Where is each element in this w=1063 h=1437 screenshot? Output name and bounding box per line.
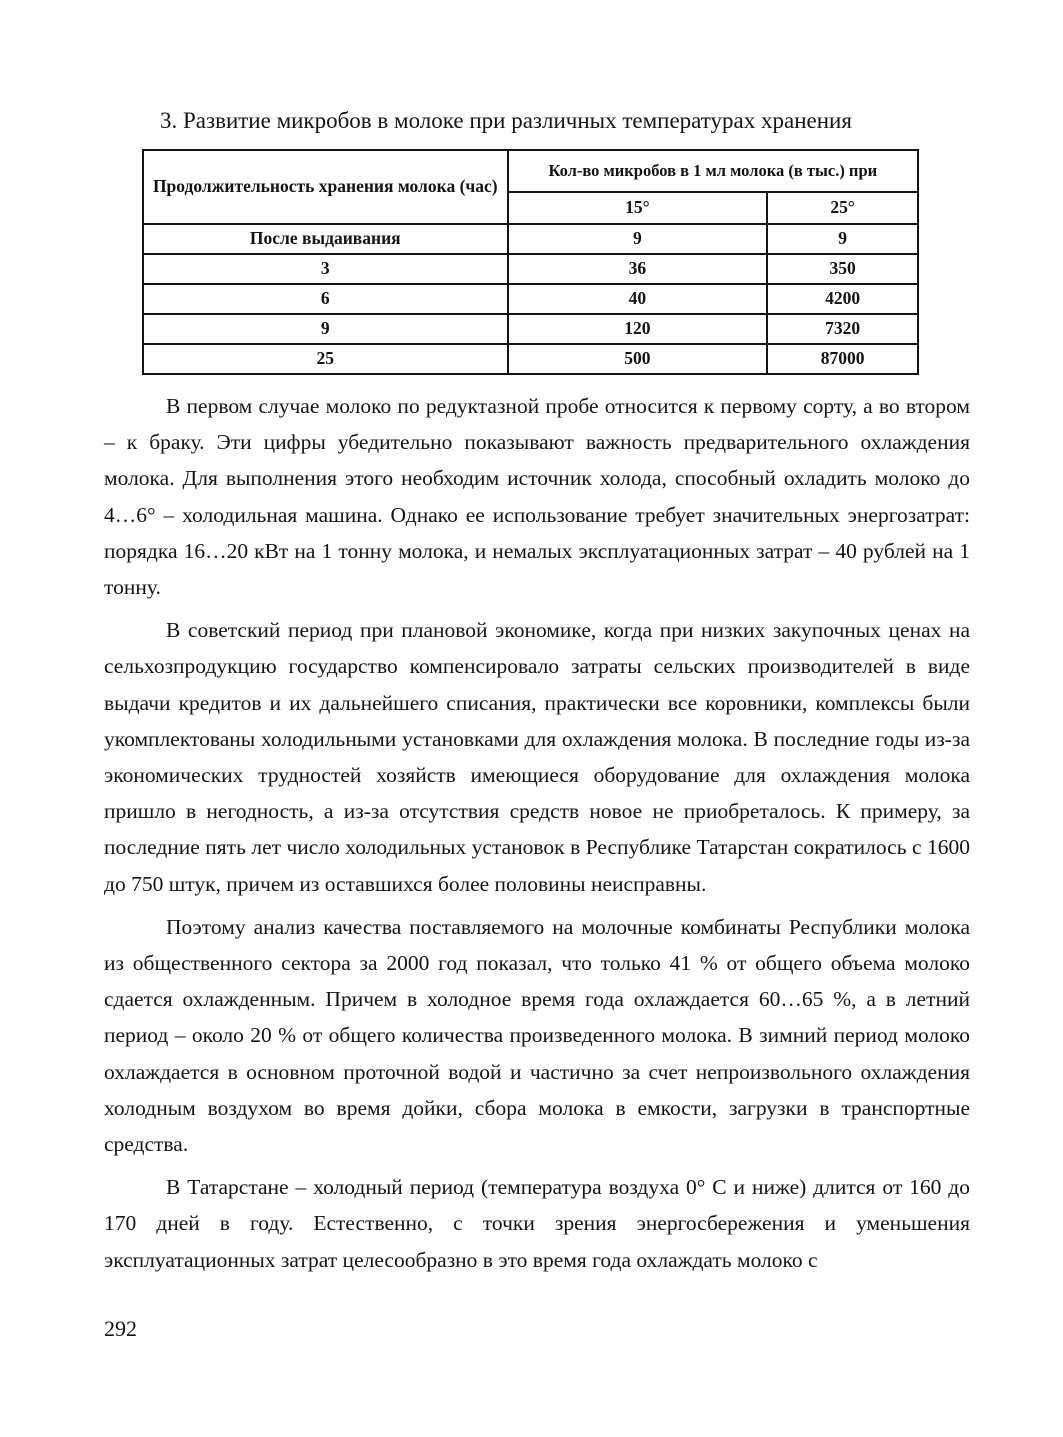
cell-duration: 3 <box>143 254 508 284</box>
table-row <box>143 254 918 284</box>
header-temp-25: 25° <box>767 192 918 224</box>
header-microbe-count: Кол-во микробов в 1 мл молока (в тыс.) при <box>508 150 918 192</box>
cell-count-25: 7320 <box>767 314 918 344</box>
cell-count-25: 9 <box>767 224 918 254</box>
paragraph: В первом случае молоко по редуктазной пробе относится к первому сорту, а во втором – к браку. Эти цифры убедительно показывают важность предварительного охлаждения молока. Для выполнения этого необходим источник холода, способный охладить молоко до 4…6° – холодильная машина. Однако ее использование требует значительных энергозатрат: порядка 16…20 кВт на 1 тонну молока, и немалых эксплуатационных затрат – 40 рублей на 1 тонну. <box>104 394 970 600</box>
cell-duration: 9 <box>143 314 508 344</box>
page-number: 292 <box>104 1316 137 1341</box>
table-caption: 3. Развитие микробов в молоке при различных температурах хранения <box>160 108 852 133</box>
paragraph: В Татарстане – холодный период (температура воздуха 0° С и ниже) длится от 160 до 170 дней в году. Естественно, с точки зрения энергосбережения и уменьшения эксплуатационных затрат целесообразно в это время года охлаждать молоко с <box>104 1175 970 1272</box>
cell-count-15: 500 <box>508 344 768 374</box>
table-row <box>143 344 918 374</box>
cell-count-25: 87000 <box>767 344 918 374</box>
cell-count-15: 40 <box>508 284 768 314</box>
cell-duration: После выдаивания <box>143 224 508 254</box>
cell-count-25: 4200 <box>767 284 918 314</box>
cell-duration: 25 <box>143 344 508 374</box>
cell-count-25: 350 <box>767 254 918 284</box>
table-row <box>143 224 918 254</box>
paragraph: В советский период при плановой экономике, когда при низких закупочных ценах на сельхозпродукцию государство компенсировало затраты сельских производителей в виде выдачи кредитов и их дальнейшего списания, практически все коровники, комплексы были укомплектованы холодильными установками для охлаждения молока. В последние годы из-за экономических трудностей хозяйств имеющиеся оборудование для охлаждения молока пришло в негодность, а из-за отсутствия средств новое не приобреталось. К примеру, за последние пять лет число холодильных установок в Республике Татарстан сократилось с 1600 до 750 штук, причем из оставшихся более половины неисправны. <box>104 618 970 896</box>
cell-count-15: 36 <box>508 254 768 284</box>
table-row <box>143 284 918 314</box>
header-temp-15: 15° <box>508 192 768 224</box>
cell-duration: 6 <box>143 284 508 314</box>
body-text <box>104 388 970 1278</box>
cell-count-15: 9 <box>508 224 768 254</box>
microbe-growth-table <box>142 149 919 375</box>
table-row <box>143 314 918 344</box>
paragraph: Поэтому анализ качества поставляемого на молочные комбинаты Республики молока из общественного сектора за 2000 год показал, что только 41 % от общего объема молоко сдается охлажденным. Причем в холодное время года охлаждается 60…65 %, а в летний период – около 20 % от общего количества произведенного молока. В зимний период молоко охлаждается в основном проточной водой и частично за счет непроизвольного охлаждения холодным воздухом во время дойки, сбора молока в емкости, загрузки в транспортные средства. <box>104 914 970 1157</box>
header-duration: Продолжительность хранения молока (час) <box>143 150 508 224</box>
cell-count-15: 120 <box>508 314 768 344</box>
